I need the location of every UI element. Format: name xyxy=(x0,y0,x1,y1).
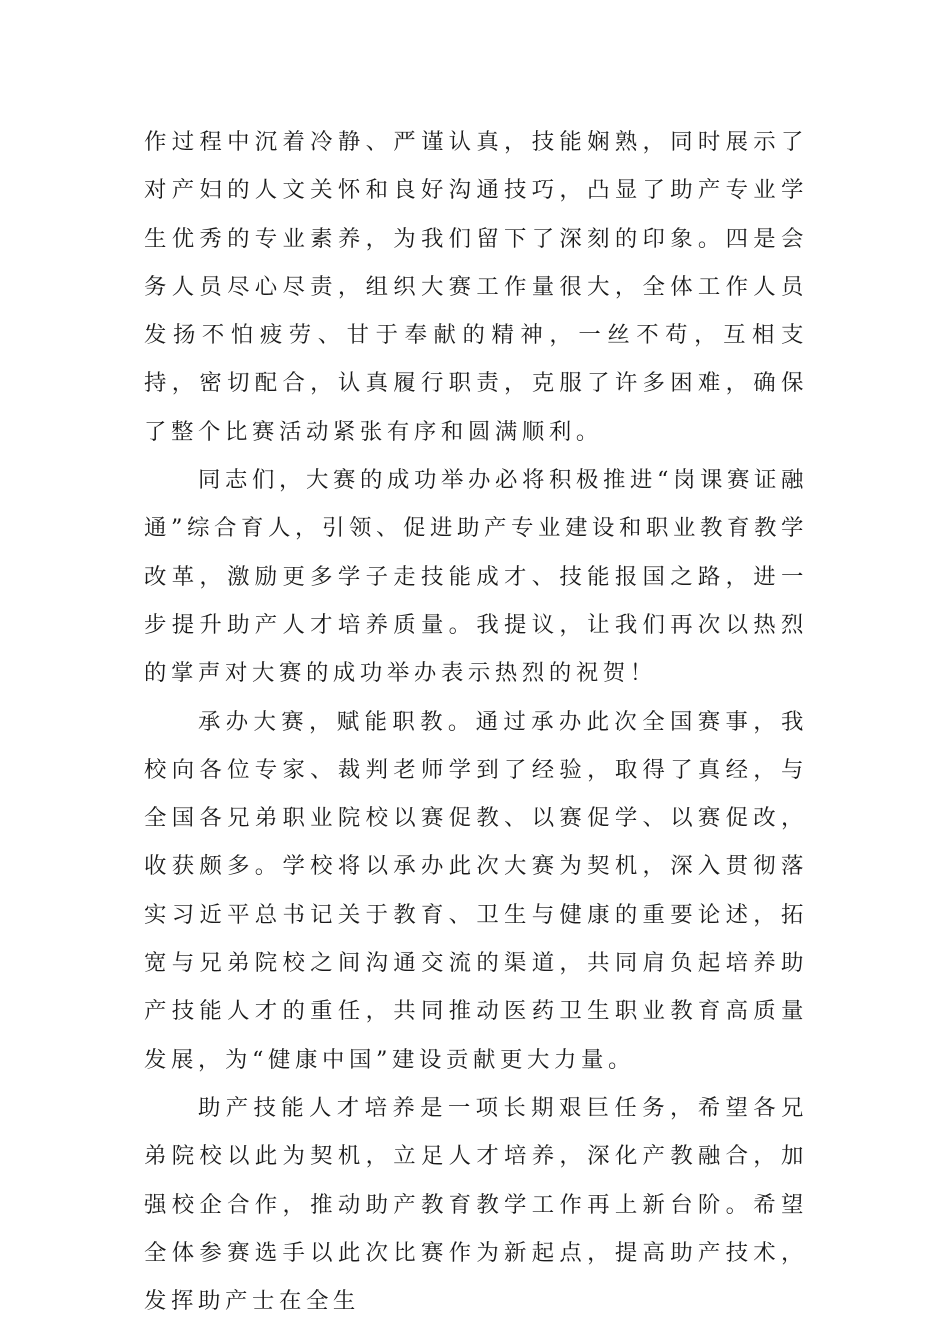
document-page xyxy=(144,118,808,1325)
paragraph-4: 助产技能人才培养是一项长期艰巨任务，希望各兄弟院校以此为契机，立足人才培养，深化产教融合，加强校企合作，推动助产教育教学工作再上新台阶。希望全体参赛选手以此次比赛作为新起点，提高助产技术，发挥助产士在全生 xyxy=(144,1094,808,1315)
paragraph-1: 作过程中沉着冷静、严谨认真，技能娴熟，同时展示了对产妇的人文关怀和良好沟通技巧，凸显了助产专业学生优秀的专业素养，为我们留下了深刻的印象。四是会务人员尽心尽责，组织大赛工作量很大，全体工作人员发扬不怕疲劳、甘于奉献的精神，一丝不苟，互相支持，密切配合，认真履行职责，克服了许多困难，确保了整个比赛活动紧张有序和圆满顺利。 xyxy=(144,129,808,445)
paragraph-2: 同志们，大赛的成功举办必将积极推进“岗课赛证融通”综合育人，引领、促进助产专业建设和职业教育教学改革，激励更多学子走技能成才、技能报国之路，进一步提升助产人才培养质量。我提议，让我们再次以热烈的掌声对大赛的成功举办表示热烈的祝贺！ xyxy=(144,467,808,687)
paragraph-3: 承办大赛，赋能职教。通过承办此次全国赛事，我校向各位专家、裁判老师学到了经验，取得了真经，与全国各兄弟职业院校以赛促教、以赛促学、以赛促改，收获颇多。学校将以承办此次大赛为契机，深入贯彻落实习近平总书记关于教育、卫生与健康的重要论述，拓宽与兄弟院校之间沟通交流的渠道，共同肩负起培养助产技能人才的重任，共同推动医药卫生职业教育高质量发展，为“健康中国”建设贡献更大力量。 xyxy=(144,708,808,1073)
